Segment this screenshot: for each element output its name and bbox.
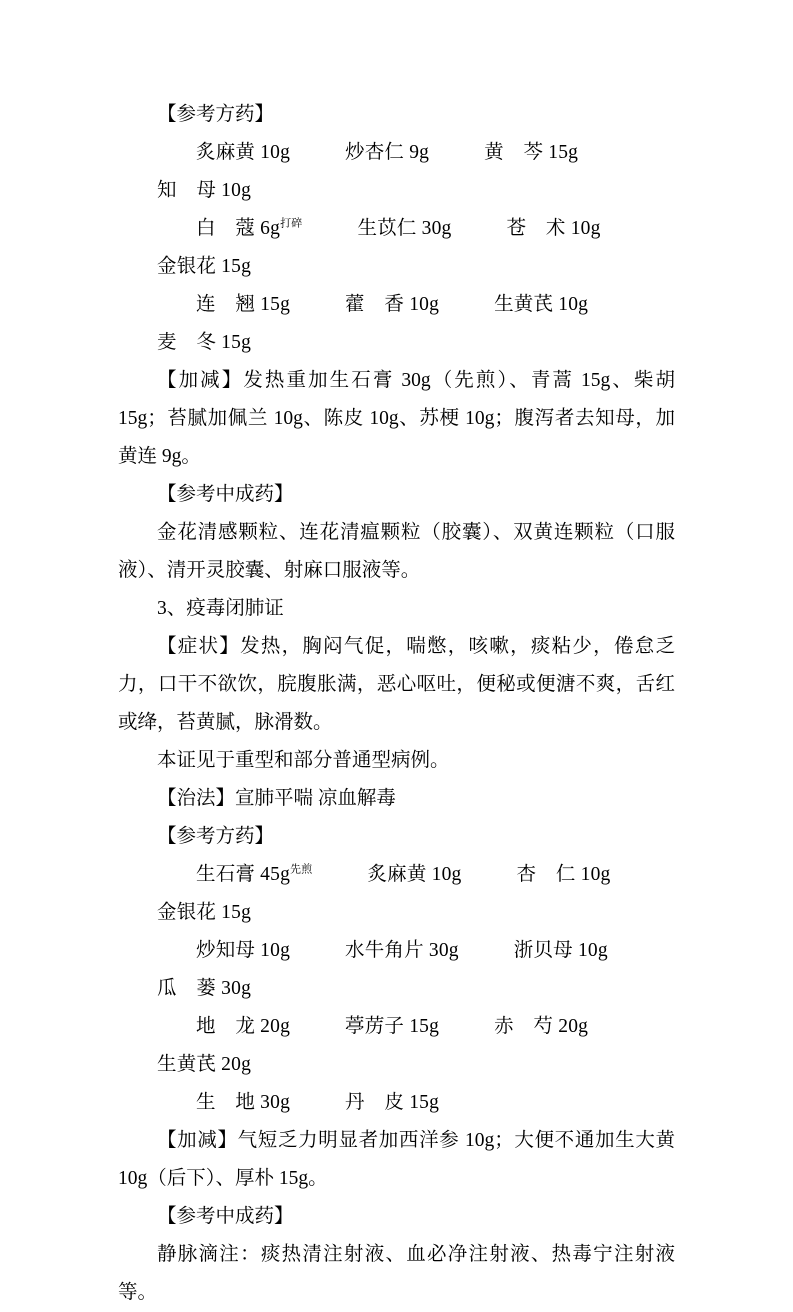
formula-item: 赤 芍 20g [494,1016,589,1037]
formula-preparation-note: 打碎 [280,217,303,230]
formula-item-text: 生石膏 45g [196,864,291,885]
formula-line [118,1084,675,1122]
formula-item: 浙贝母 10g [513,940,608,961]
formula-item: 知 母 10g [157,180,252,201]
formula-item: 藿 香 10g [345,294,440,315]
section-heading-treatment-method: 【治法】宣肺平喘 凉血解毒 [157,788,396,809]
section-heading-reference-formula-1: 【参考方药】 [157,104,275,125]
formula-item: 生苡仁 30g [357,218,452,239]
document-body [118,96,675,1312]
section-heading-reference-patent-medicine-1: 【参考中成药】 [157,484,294,505]
paragraph-symptoms: 【症状】发热，胸闷气促，喘憋，咳嗽，痰粘少，倦怠乏力，口干不欲饮，脘腹胀满，恶心呕吐，便秘或便溏不爽，舌红或绛，苔黄腻，脉滑数。 [118,636,675,733]
paragraph-patent-medicine-2: 静脉滴注：痰热清注射液、血必净注射液、热毒宁注射液等。 [118,1244,675,1303]
formula-line [118,210,675,286]
formula-line [118,134,675,210]
formula-item: 葶苈子 15g [345,1016,440,1037]
formula-item: 生 地 30g [196,1092,291,1113]
formula-item: 金银花 15g [157,902,252,923]
formula-item [157,210,302,248]
formula-item: 丹 皮 15g [345,1092,440,1113]
formula-item: 苍 术 10g [506,218,601,239]
formula-item: 生黄芪 20g [157,1054,252,1075]
formula-item: 炙麻黄 10g [367,864,462,885]
paragraph-modification-2: 【加减】气短乏力明显者加西洋参 10g；大便不通加生大黄 10g（后下）、厚朴 15g。 [118,1130,675,1189]
formula-item: 黄 芩 15g [484,142,579,163]
formula-item-text: 白 蔻 6g [196,218,281,239]
formula-item: 连 翘 15g [196,294,291,315]
paragraph-case-scope: 本证见于重型和部分普通型病例。 [157,750,450,771]
paragraph-modification-1: 【加减】发热重加生石膏 30g（先煎）、青蒿 15g、柴胡 15g；苔腻加佩兰 10g、陈皮 10g、苏梗 10g；腹泻者去知母，加黄连 9g。 [118,370,675,467]
formula-item: 炒知母 10g [196,940,291,961]
section-heading-syndrome-3: 3、疫毒闭肺证 [157,598,284,619]
formula-preparation-note: 先煎 [290,863,313,876]
formula-item: 生黄芪 10g [494,294,589,315]
formula-line [118,1008,675,1084]
formula-item: 麦 冬 15g [157,332,252,353]
formula-item: 炒杏仁 9g [345,142,430,163]
formula-item [157,856,312,894]
section-heading-reference-formula-2: 【参考方药】 [157,826,275,847]
formula-item: 金银花 15g [157,256,252,277]
formula-item: 瓜 蒌 30g [157,978,252,999]
formula-line [118,932,675,1008]
formula-item: 炙麻黄 10g [196,142,291,163]
formula-item: 水牛角片 30g [345,940,459,961]
paragraph-patent-medicine-1: 金花清感颗粒、连花清瘟颗粒（胶囊）、双黄连颗粒（口服液）、清开灵胶囊、射麻口服液等。 [118,522,675,581]
section-heading-reference-patent-medicine-2: 【参考中成药】 [157,1206,294,1227]
formula-item: 地 龙 20g [196,1016,291,1037]
formula-line [118,856,675,932]
formula-line [118,286,675,362]
formula-item: 杏 仁 10g [516,864,611,885]
